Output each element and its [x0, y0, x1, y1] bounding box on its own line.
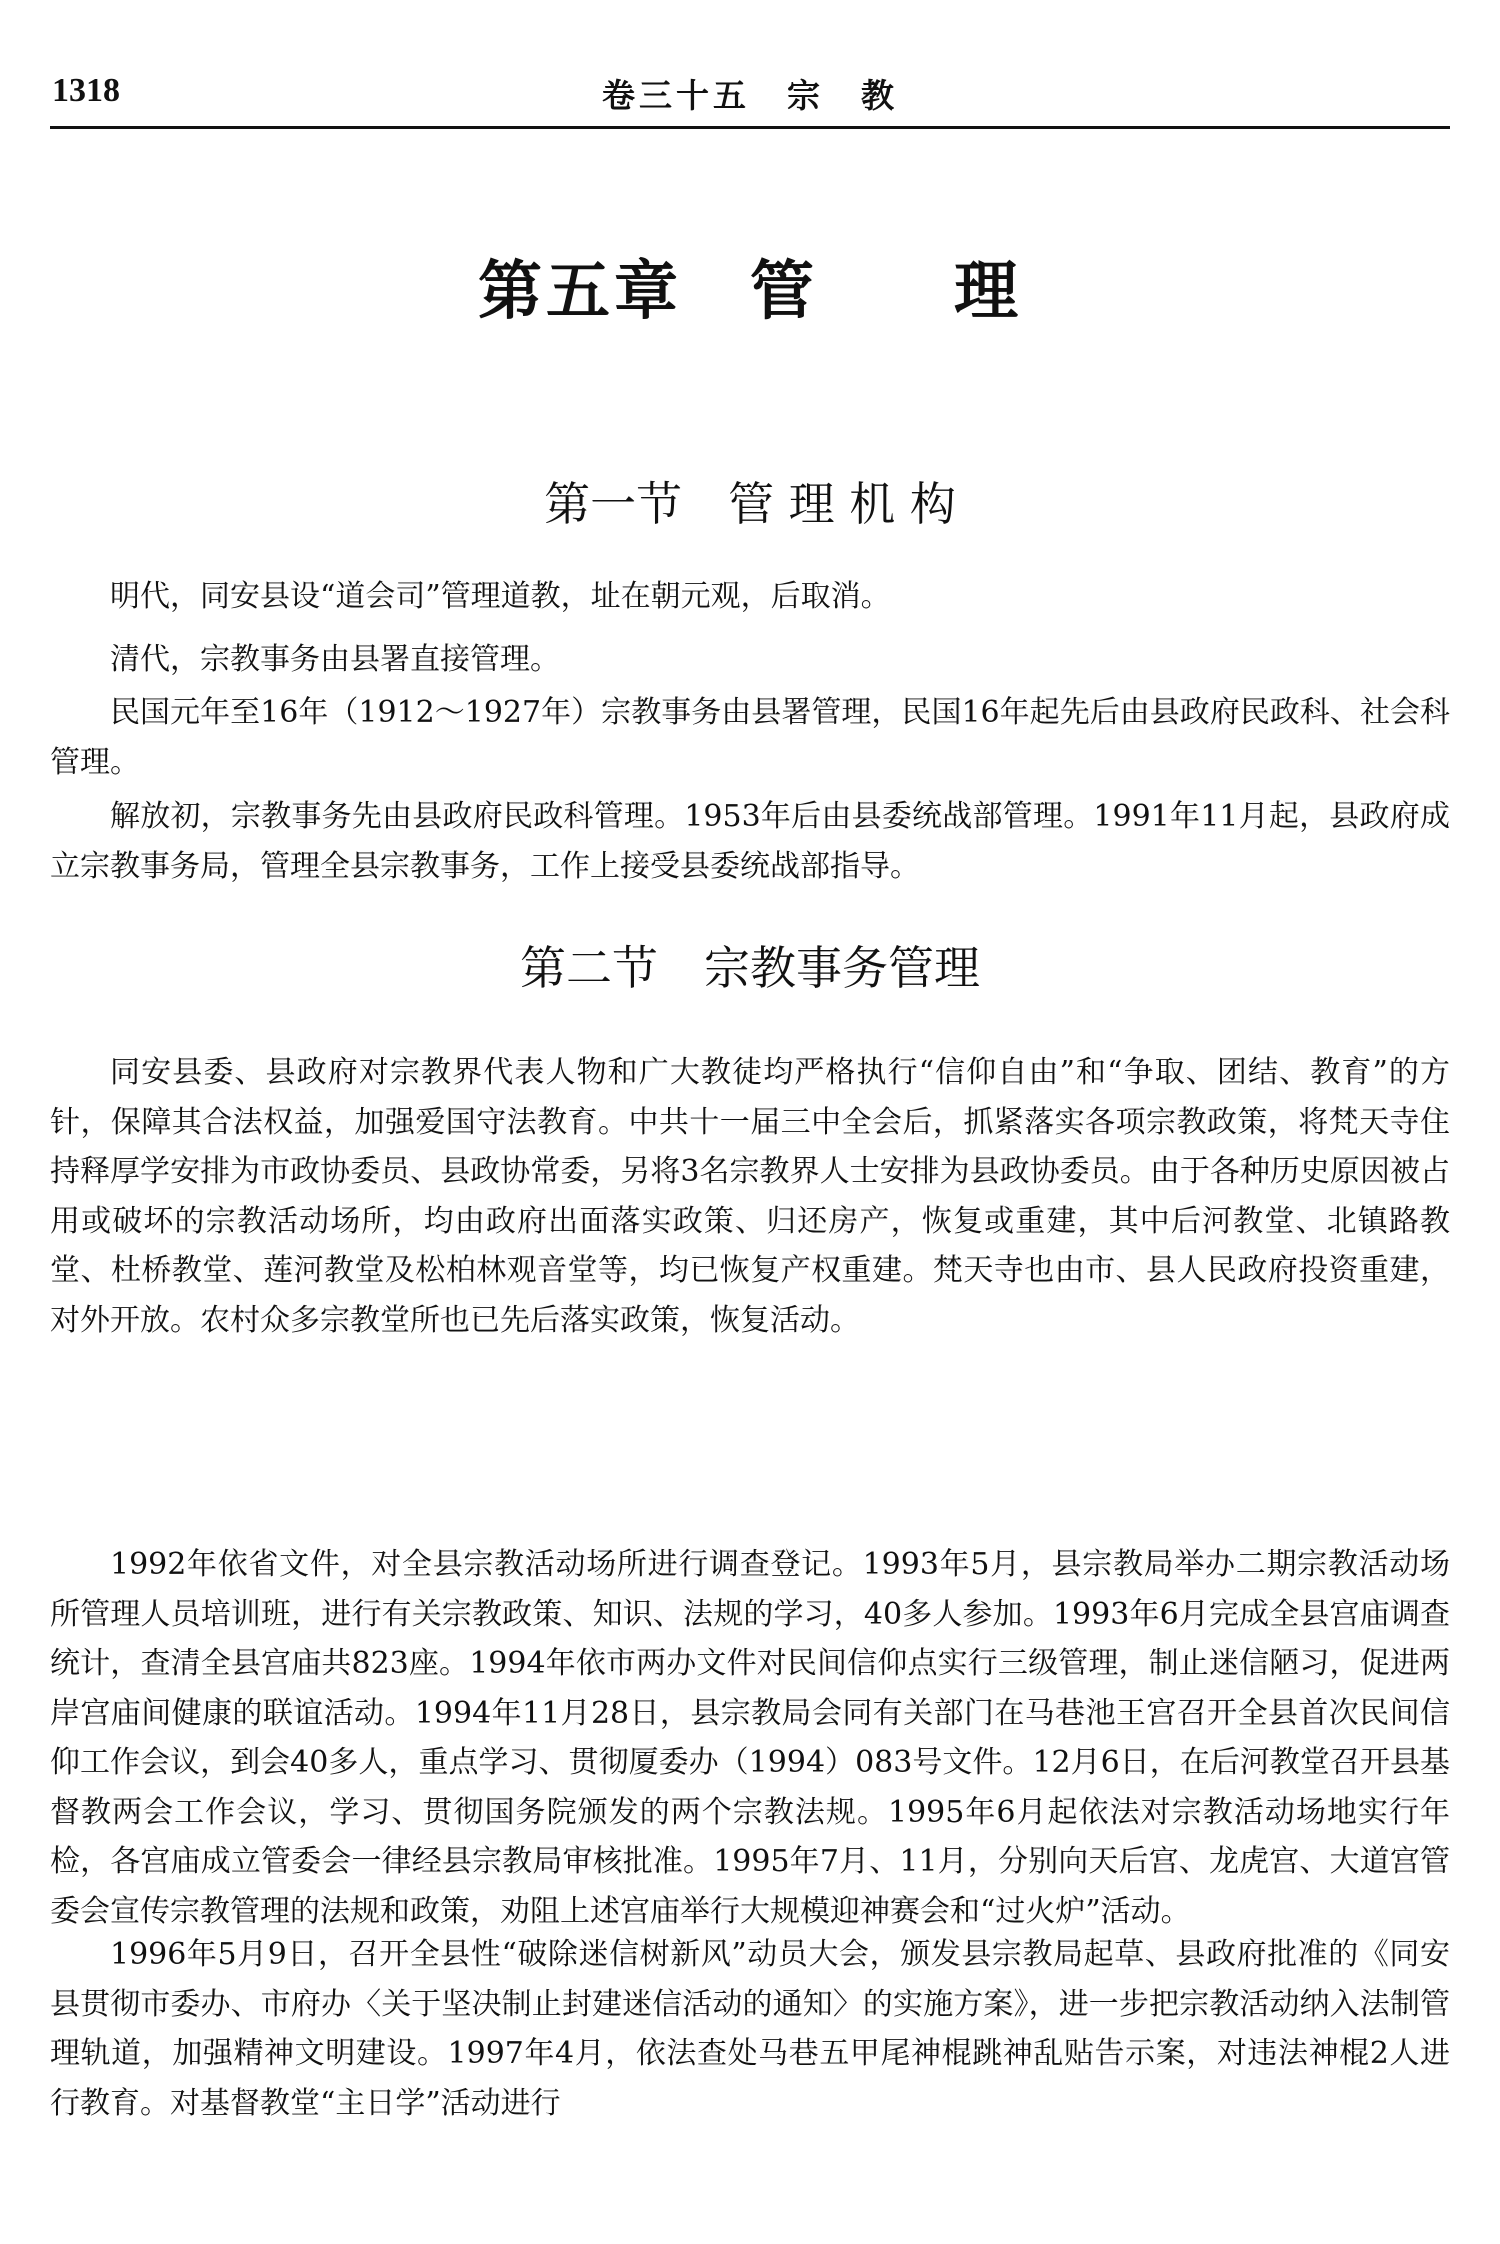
page-number: 1318 — [52, 72, 120, 109]
chapter-title: 第五章 管 理 — [478, 254, 1022, 329]
header-rule — [50, 126, 1450, 129]
paragraph: 1996年5月9日，召开全县性“破除迷信树新风”动员大会，颁发县宗教局起草、县政府批准的《同安县贯彻市委办、市府办〈关于坚决制止封建迷信活动的通知〉的实施方案》，进一步把宗教活动纳入法制管理轨道，加强精神文明建设。1997年4月，依法查处马巷五甲尾神棍跳神乱贴告示案，对违法神棍2人进行教育。对基督教堂“主日学”活动进行 — [50, 1937, 1450, 2121]
section-title-2: 第二节 宗教事务管理 — [520, 941, 980, 995]
paragraph: 1992年依省文件，对全县宗教活动场所进行调查登记。1993年5月，县宗教局举办二期宗教活动场所管理人员培训班，进行有关宗教政策、知识、法规的学习，40多人参加。1993年6月完成全县宫庙调查统计，查清全县宫庙共823座。1994年依市两办文件对民间信仰点实行三级管理，制止迷信陋习，促进两岸宫庙间健康的联谊活动。1994年11月28日，县宗教局会同有关部门在马巷池王宫召开全县首次民间信仰工作会议，到会40多人，重点学习、贯彻厦委办（1994）083号文件。12月6日，在后河教堂召开县基督教两会工作会议，学习、贯彻国务院颁发的两个宗教法规。1995年6月起依法对宗教活动场地实行年检，各宫庙成立管委会一律经县宗教局审核批准。1995年7月、11月，分别向天后宫、龙虎宫、大道宫管委会宣传宗教管理的法规和政策，劝阻上述宫庙举行大规模迎神赛会和“过火炉”活动。 — [50, 1547, 1450, 1929]
running-title: 卷三十五 宗 教 — [602, 76, 898, 115]
paragraph: 明代，同安县设“道会司”管理道教，址在朝元观，后取消。 — [110, 579, 891, 614]
paragraph: 同安县委、县政府对宗教界代表人物和广大教徒均严格执行“信仰自由”和“争取、团结、教育”的方针，保障其合法权益，加强爱国守法教育。中共十一届三中全会后，抓紧落实各项宗教政策，将梵天寺住持释厚学安排为市政协委员、县政协常委，另将3名宗教界人士安排为县政协委员。由于各种历史原因被占用或破坏的宗教活动场所，均由政府出面落实政策、归还房产，恢复或重建，其中后河教堂、北镇路教堂、杜桥教堂、莲河教堂及松柏林观音堂等，均已恢复产权重建。梵天寺也由市、县人民政府投资重建，对外开放。农村众多宗教堂所也已先后落实政策，恢复活动。 — [50, 1055, 1450, 1338]
paragraph: 解放初，宗教事务先由县政府民政科管理。1953年后由县委统战部管理。1991年11月起，县政府成立宗教事务局，管理全县宗教事务，工作上接受县委统战部指导。 — [50, 799, 1450, 884]
paragraph: 民国元年至16年（1912～1927年）宗教事务由县署管理，民国16年起先后由县政府民政科、社会科管理。 — [50, 695, 1450, 780]
paragraph: 清代，宗教事务由县署直接管理。 — [110, 642, 560, 677]
section-title-1: 第一节 管 理 机 构 — [544, 477, 956, 531]
